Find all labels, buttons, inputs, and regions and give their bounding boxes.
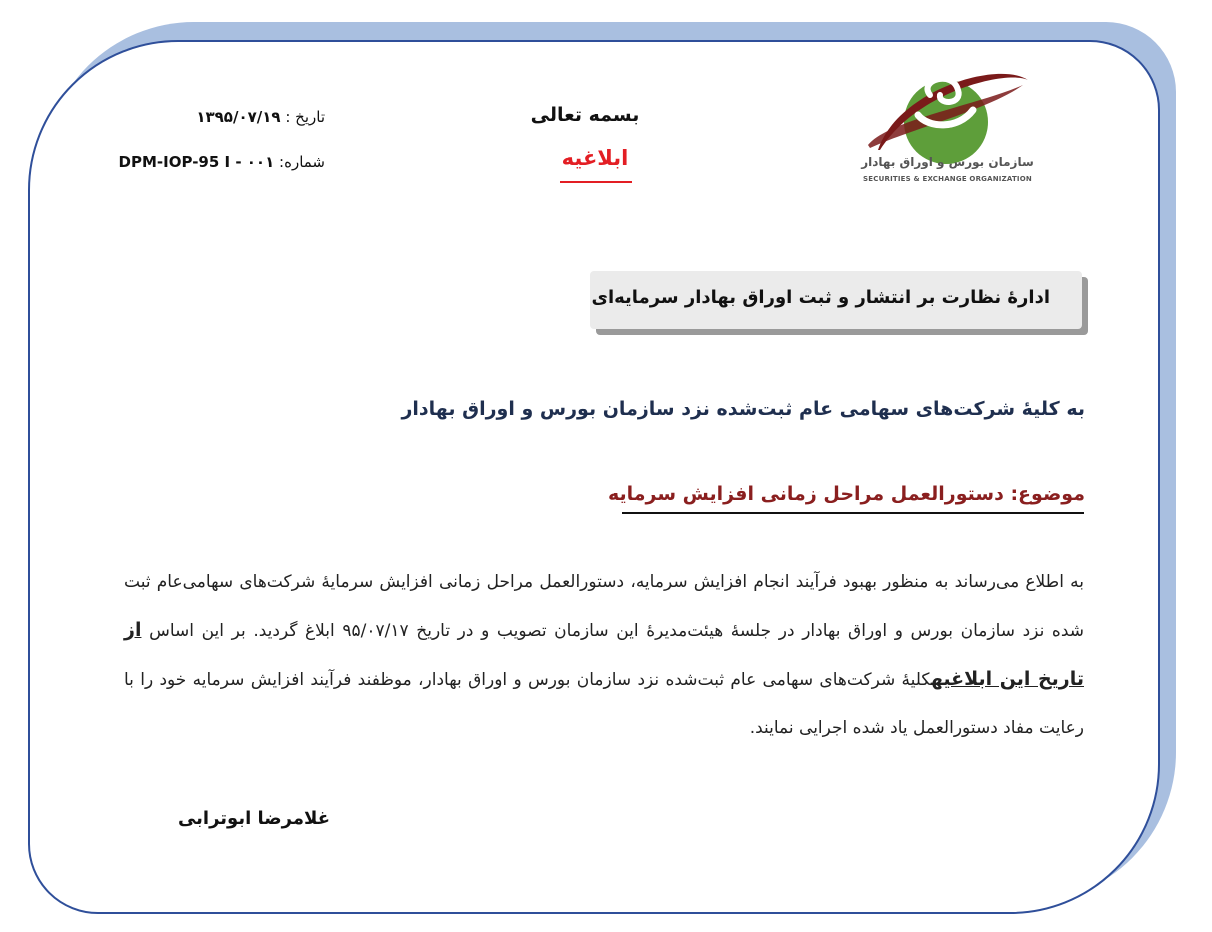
body-part-1: به اطلاع می‌رساند به منظور بهبود فرآیند انجام افزایش سرمایه، دستورالعمل مراحل زمانی افزایش سرمایۀ شرکت‌های سهامی‌عام ثبت شده نزد سازمان بورس و اوراق بهادار در جلسۀ هیئت‌مدیرۀ این سازمان تصویب و در تاریخ ۹۵/۰۷/۱۷ ابلاغ گردید. بر این اساس <box>124 572 1085 641</box>
body-emphasis: از تاریخ این ابلاغیه <box>124 619 1084 690</box>
recipient-line: به کلیۀ شرکت‌های سهامی عام ثبت‌شده نزد سازمان بورس و اوراق بهادار <box>401 398 1085 420</box>
notice-underline <box>560 181 632 183</box>
date-value: ۱۳۹۵/۰۷/۱۹ <box>196 108 281 126</box>
logo-name-en: SECURITIES & EXCHANGE ORGANIZATION <box>863 175 1032 183</box>
body-paragraph <box>124 558 1084 752</box>
body-part-2: کلیۀ شرکت‌های سهامی عام ثبت‌شده نزد سازمان بورس و اوراق بهادار، موظفند فرآیند افزایش سرمایه خود را با رعایت مفاد دستورالعمل یاد شده اجرایی نمایند. <box>124 670 1084 738</box>
signer-name: غلامرضا ابوترابی <box>177 808 330 829</box>
logo-name-fa: سازمان بورس و اوراق بهادار <box>861 155 1034 169</box>
date-row <box>120 108 325 126</box>
bismillah-heading: بسمه تعالی <box>530 104 640 126</box>
seo-logo-icon <box>858 50 1038 190</box>
number-label: شماره: <box>279 153 325 171</box>
subject-line: موضوع: دستورالعمل مراحل زمانی افزایش سرمایه <box>608 483 1085 505</box>
subject-underline <box>622 512 1084 514</box>
number-value: DPM-IOP-95 I - ۰۰۱ <box>118 153 275 171</box>
notice-title: ابلاغیه <box>561 146 629 170</box>
number-row <box>70 153 325 171</box>
date-label: تاریخ : <box>285 108 325 126</box>
department-title: ادارۀ نظارت بر انتشار و ثبت اوراق بهادار سرمایه‌ای <box>591 287 1050 308</box>
